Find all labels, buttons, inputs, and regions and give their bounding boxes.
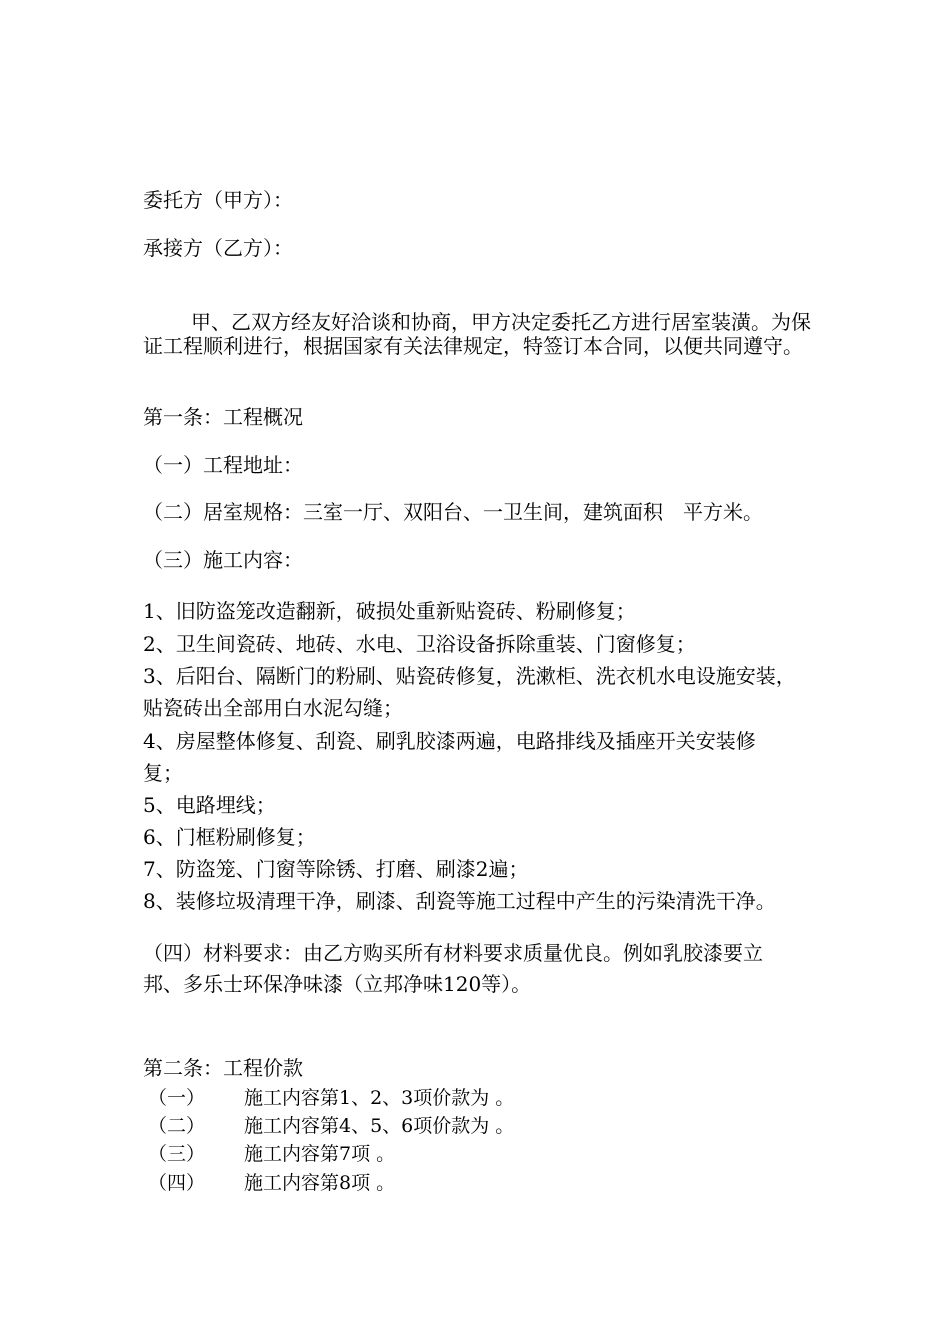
price-row-label: （四） — [148, 1172, 206, 1194]
price-row-label: （二） — [148, 1115, 206, 1137]
price-row-text: 施工内容第1、2、3项价款为 。 — [244, 1087, 515, 1109]
content-item: 1、旧防盗笼改造翻新，破损处重新贴瓷砖、粉刷修复； — [143, 599, 636, 623]
content-title-line: （三）施工内容： — [143, 548, 303, 572]
price-row — [148, 1142, 395, 1166]
content-item: 4、房屋整体修复、刮瓷、刷乳胶漆两遍，电路排线及插座开关安装修 — [143, 729, 756, 753]
intro-paragraph: 甲、乙双方经友好洽谈和协商，甲方决定委托乙方进行居室装潢。为保证工程顺利进行，根据国家有关法律规定，特签订本合同，以便共同遵守。 — [143, 310, 811, 358]
price-row — [148, 1114, 514, 1138]
project-address-line: （一）工程地址： — [143, 453, 303, 477]
content-item: 复； — [143, 761, 183, 785]
room-spec-line: （二）居室规格：三室一厅、双阳台、一卫生间，建筑面积 平方米。 — [143, 500, 763, 524]
price-row — [148, 1086, 514, 1110]
client-party-line: 委托方（甲方）： — [143, 188, 293, 212]
content-item: 6、门框粉刷修复； — [143, 825, 316, 849]
content-item: 7、防盗笼、门窗等除锈、打磨、刷漆2遍； — [143, 857, 529, 881]
contractor-party-line: 承接方（乙方）： — [143, 236, 293, 260]
price-row — [148, 1171, 395, 1195]
content-item: 3、后阳台、隔断门的粉刷、贴瓷砖修复，洗漱柜、洗衣机水电设施安装， — [143, 664, 796, 688]
content-item: 贴瓷砖出全部用白水泥勾缝； — [143, 696, 403, 720]
materials-line: 邦、多乐士环保净味漆（立邦净味120等）。 — [143, 972, 532, 996]
article1-title: 第一条：工程概况 — [143, 405, 303, 429]
price-row-label: （一） — [148, 1087, 206, 1109]
content-item: 8、装修垃圾清理干净，刷漆、刮瓷等施工过程中产生的污染清洗干净。 — [143, 889, 776, 913]
materials-line: （四）材料要求：由乙方购买所有材料要求质量优良。例如乳胶漆要立 — [143, 941, 763, 965]
price-row-text: 施工内容第7项 。 — [244, 1143, 396, 1165]
price-row-text: 施工内容第8项 。 — [244, 1172, 396, 1194]
article2-title: 第二条：工程价款 — [143, 1056, 303, 1080]
price-row-label: （三） — [148, 1143, 206, 1165]
content-item: 5、电路埋线； — [143, 793, 276, 817]
content-item: 2、卫生间瓷砖、地砖、水电、卫浴设备拆除重装、门窗修复； — [143, 632, 696, 656]
price-row-text: 施工内容第4、5、6项价款为 。 — [244, 1115, 515, 1137]
